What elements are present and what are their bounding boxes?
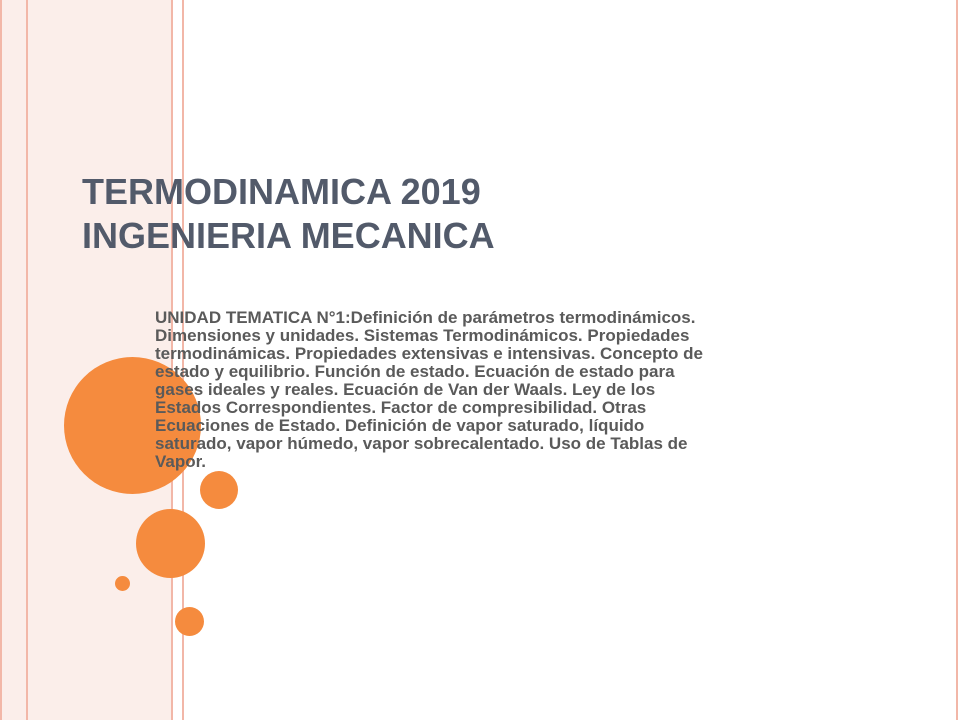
decorative-circle-medium <box>136 509 205 578</box>
decorative-line <box>0 0 2 720</box>
slide-title <box>82 170 862 258</box>
title-line-1: TERMODINAMICA 2019 <box>82 171 481 212</box>
decorative-circle-tiny <box>115 576 130 591</box>
decorative-line <box>26 0 28 720</box>
decorative-circle-small <box>175 607 204 636</box>
decorative-line <box>956 0 958 720</box>
title-line-2: INGENIERIA MECANICA <box>82 215 495 256</box>
decorative-circle-small <box>200 471 238 509</box>
slide-body-text: UNIDAD TEMATICA N°1:Definición de parámetros termodinámicos. Dimensiones y unidades. Sistemas Termodinámicos. Propiedades termodinámicas. Propiedades extensivas e intensivas. Concepto de estado y equilibrio. Función de estado. Ecuación de estado para gases ideales y reales. Ecuación de Van der Waals. Ley de los Estados Correspondientes. Factor de compresibilidad. Otras Ecuaciones de Estado. Definición de vapor saturado, líquido saturado, vapor húmedo, vapor sobrecalentado. Uso de Tablas de Vapor. <box>155 308 703 471</box>
